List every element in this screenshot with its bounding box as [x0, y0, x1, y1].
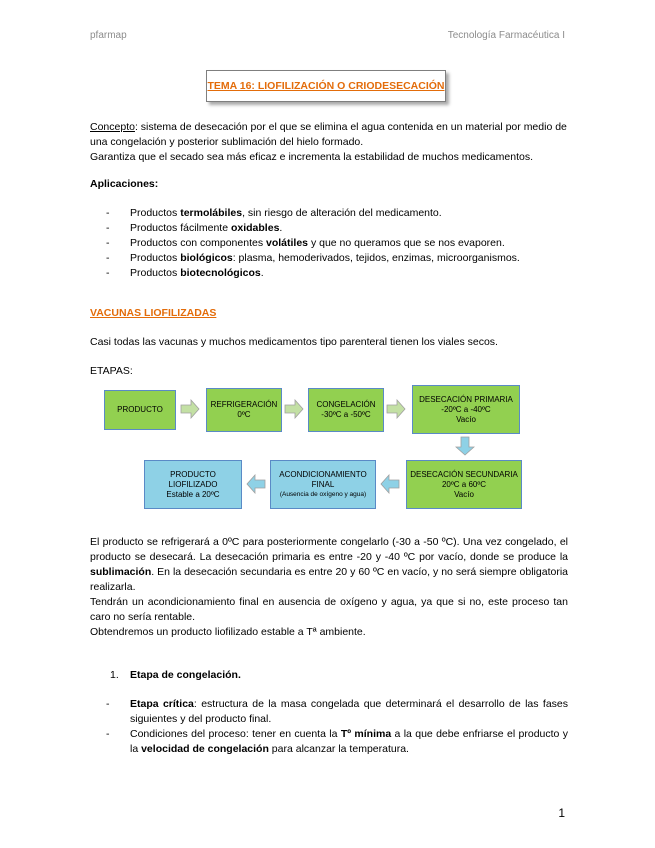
list-item: - Etapa crítica: estructura de la masa congelada que determinará el desarrollo de las fases siguientes y del producto final. [90, 697, 568, 727]
box-producto: PRODUCTO [104, 390, 176, 430]
box-congelacion: CONGELACIÓN -30ºC a -50ºC [308, 388, 384, 432]
header-right: Tecnología Farmacéutica I [447, 30, 565, 41]
arrow-right-icon [284, 399, 304, 419]
list-item: - Productos biológicos: plasma, hemoderivados, tejidos, enzimas, microorganismos. [90, 251, 568, 266]
title-box [206, 70, 446, 102]
arrow-left-icon [246, 474, 266, 494]
list-item: - Productos con componentes volátiles y que no queramos que se nos evaporen. [90, 236, 568, 251]
explicacion-p1: El producto se refrigerará a 0ºC para posteriormente congelarlo (-30 a -50 ºC). Una vez congelado, el producto se desecará. La desecación primaria es entre -20 y -40 ºC por vacío, donde se produce la sublimación. En la desecación secundaria es entre 20 y 60 ºC en vacío, y no será siempre obligatoria realizarla. [90, 536, 568, 593]
aplicaciones-heading: Aplicaciones: [90, 178, 159, 190]
concepto-line2: Garantiza que el secado sea más eficaz e incrementa la estabilidad de muchos medicamentos. [90, 151, 533, 163]
page-title: TEMA 16: LIOFILIZACIÓN O CRIODESECACIÓN [207, 80, 445, 92]
aplicaciones-list [90, 206, 568, 281]
arrow-right-icon [386, 399, 406, 419]
vacunas-heading: VACUNAS LIOFILIZADAS [90, 307, 217, 319]
concepto-paragraph [90, 120, 568, 150]
explicacion-p3: Obtendremos un producto liofilizado estable a Tª ambiente. [90, 626, 366, 638]
arrow-left-icon [380, 474, 400, 494]
page-number: 1 [558, 806, 565, 820]
box-producto-liofilizado: PRODUCTO LIOFILIZADO Estable a 20ºC [144, 460, 242, 509]
box-acondicionamiento: ACONDICIONAMIENTO FINAL (Ausencia de oxígeno y agua) [270, 460, 376, 509]
list-item: - Condiciones del proceso: tener en cuenta la Tº mínima a la que debe enfriarse el producto y la velocidad de congelación para alcanzar la temperatura. [90, 727, 568, 757]
vacunas-text: Casi todas las vacunas y muchos medicamentos tipo parenteral tienen los viales secos. [90, 336, 498, 348]
page: pfarmap Tecnología Farmacéutica I TEMA 16: LIOFILIZACIÓN O CRIODESECACIÓN Concepto: sistema de desecación por el que se elimina el agua contenida en un material por medio de una congelación y posterior sublimación del hielo formado. Garantiza que el secado sea más eficaz e incrementa la estabilidad de muchos medicamentos. Aplicaciones: - Productos termolábiles, sin riesgo de alteración del medicamento. - Productos fácilmente oxidables. - Productos con componentes volátiles y que no queramos que se nos evaporen. - Productos biológicos: plasma, hemoderivados, tejidos, enzimas, microorganismos. - Productos biotecnológicos. VACUNAS LIOFILIZADAS Casi todas las vacunas y muchos medicamentos tipo parenteral tienen los viales secos. ETAPAS: PRODUCTO REFRIGERACIÓN 0ºC CONGELACIÓN -30ºC a -50ºC DESECACIÓN PRIMARIA -20ºC a -40ºC Vacío DESECACIÓN SECUNDARIA 20ºC a 60ºC Vacío ACONDICIONAMIENTO FINAL (Ausencia de oxígeno y agua) PRODUCTO LIOFILIZADO Estable a 20ºC El producto se refrigerará a 0ºC para posteriormente congelarlo (-30 a -50 ºC). Una vez congelado, el producto se desecará. La desecación primaria es entre -20 y -40 ºC por vacío, donde se produce la sublimación. En la desecación secundaria es entre 20 y 60 ºC en vacío, y no será siempre obligatoria realizarla. Tendrán un acondicionamiento final en ausencia de oxígeno y agua, ya que si no, este proceso tan caro no sería rentable. Obtendremos un producto liofilizado estable a Tª ambiente. 1. Etapa de congelación. - Etapa crítica: estructura de la masa congelada que determinará el desarrollo de las fases siguientes y del producto final. - Condiciones del proceso: tener en cuenta la Tº mínima a la que debe enfriarse el producto y la velocidad de congelación para alcanzar la temperatura. 1 [0, 0, 655, 848]
list-item: - Productos biotecnológicos. [90, 266, 568, 281]
list-item: - Productos fácilmente oxidables. [90, 221, 568, 236]
vacunas-section [90, 306, 568, 350]
header-left: pfarmap [90, 30, 127, 41]
explicacion-p2: Tendrán un acondicionamiento final en ausencia de oxígeno y agua, ya que si no, este proceso tan caro no sería rentable. [90, 596, 568, 623]
box-desecacion-primaria: DESECACIÓN PRIMARIA -20ºC a -40ºC Vacío [412, 385, 520, 434]
arrow-right-icon [180, 399, 200, 419]
etapas-label: ETAPAS: [90, 365, 133, 377]
concepto-text: : sistema de desecación por el que se elimina el agua contenida en un material por medio de una congelación y posterior sublimación del hielo formado. [90, 121, 567, 148]
aplicaciones-section [90, 177, 568, 281]
box-refrigeracion: REFRIGERACIÓN 0ºC [206, 388, 282, 432]
arrow-down-icon [455, 436, 475, 456]
etapa1-list [90, 697, 568, 757]
concepto-label: Concepto [90, 121, 135, 133]
list-item: - Productos termolábiles, sin riesgo de alteración del medicamento. [90, 206, 568, 221]
concepto-section [90, 120, 568, 165]
etapa1-list-section [90, 697, 568, 757]
box-desecacion-secundaria: DESECACIÓN SECUNDARIA 20ºC a 60ºC Vacío [406, 460, 522, 509]
explicacion-section [90, 535, 568, 640]
